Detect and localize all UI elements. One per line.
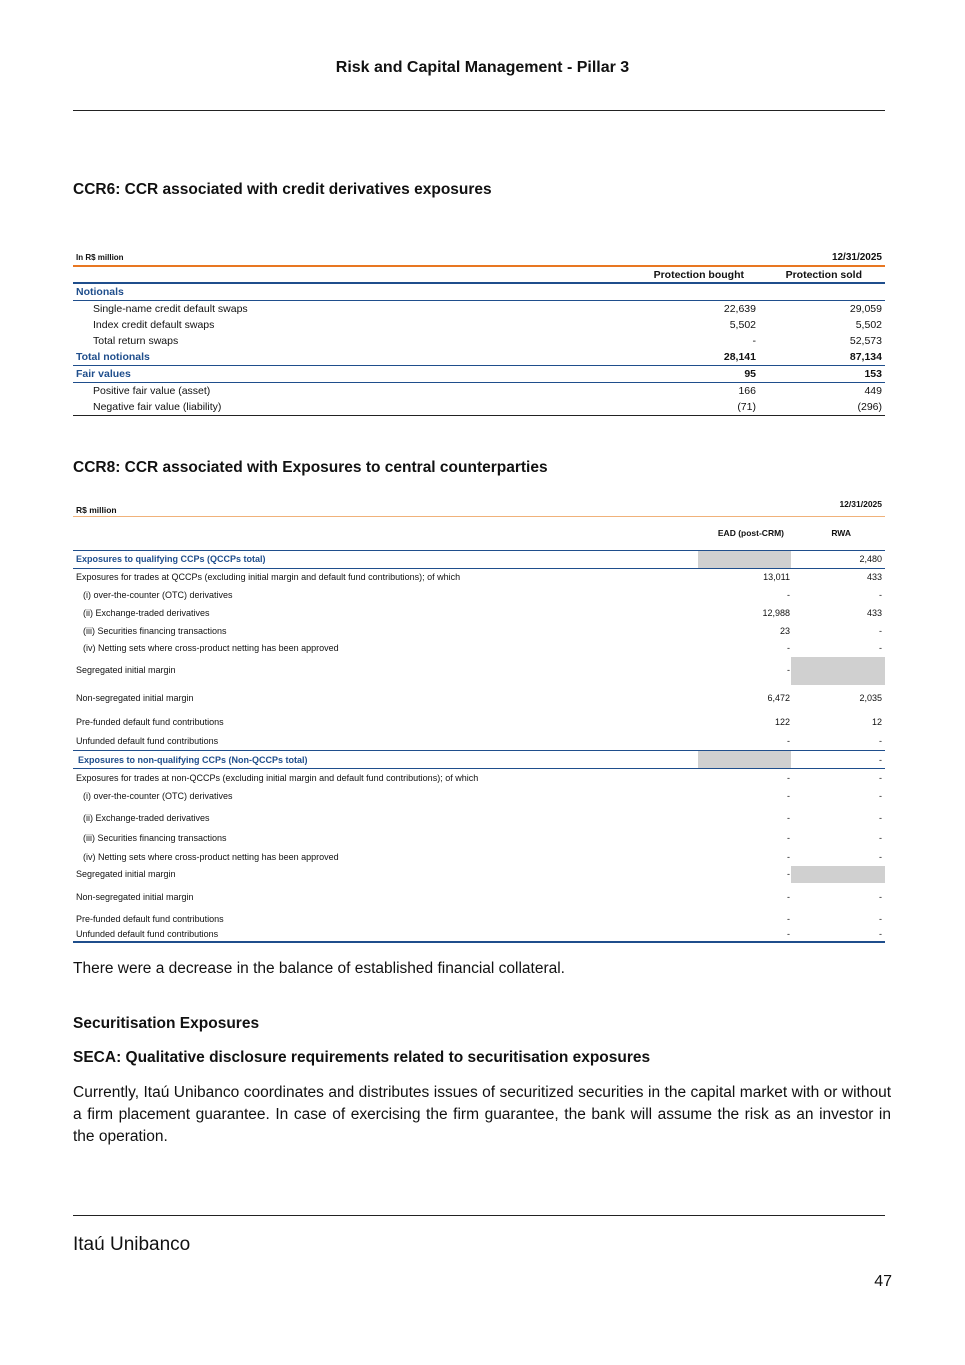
row-label: Exposures for trades at QCCPs (excluding initial margin and default fund contributions); of which [76,572,461,582]
row-label: Index credit default swaps [93,318,215,331]
cell-value: 433 [866,608,882,618]
cell-value: 23 [779,626,790,636]
cell-value: - [879,929,882,939]
row-label: Pre-funded default fund contributions [76,717,224,727]
bottom-rule [73,941,885,943]
table-row [73,349,885,365]
cell-value: - [879,852,882,862]
ccr6-table [73,250,885,416]
cell-value: 22,639 [723,302,756,315]
cell-value: (296) [857,401,882,413]
cell-value: - [787,914,790,924]
cell-value: - [787,833,790,843]
cell-value: - [787,869,790,879]
header-divider [73,110,885,111]
row-label: Segregated initial margin [76,665,176,675]
table-header-row [73,499,885,517]
cell-value: - [879,791,882,801]
shaded-cell [698,751,791,768]
collateral-note: There were a decrease in the balance of established financial collateral. [73,960,565,977]
row-label: Pre-funded default fund contributions [76,914,224,924]
page-header-title: Risk and Capital Management - Pillar 3 [335,59,630,76]
cell-value: 87,134 [849,350,882,363]
cell-value: - [787,736,790,746]
page-number: 47 [874,1273,892,1290]
seca-heading: SECA: Qualitative disclosure requirements related to securitisation exposures [73,1049,651,1066]
column-header-row [73,267,885,282]
row-label: (iii) Securities financing transactions [83,833,227,843]
cell-value: 12,988 [762,608,790,618]
date-label: 12/31/2025 [831,252,882,263]
table-header-row [73,250,885,265]
cell-value: - [879,590,882,600]
cell-value: - [787,773,790,783]
blue-rule [73,568,885,569]
row-label: (iv) Netting sets where cross-product netting has been approved [83,643,339,653]
row-label: (ii) Exchange-traded derivatives [83,813,210,823]
ccr6-title: CCR6: CCR associated with credit derivatives exposures [73,181,492,198]
cell-value: 5,502 [855,318,882,331]
row-label: (ii) Exchange-traded derivatives [83,608,210,618]
cell-value: 433 [866,572,882,582]
table-row [73,399,885,415]
cell-value: - [879,833,882,843]
cell-value: (71) [737,401,756,413]
cell-value: - [879,892,882,902]
table-row [73,333,885,349]
cell-value: - [879,626,882,636]
cell-value: - [879,755,882,765]
securitisation-heading: Securitisation Exposures [73,1015,260,1032]
table-row [73,317,885,333]
table-row [73,301,885,317]
row-label: Unfunded default fund contributions [76,929,219,939]
table-row [73,383,885,399]
ccr8-title: CCR8: CCR associated with Exposures to central counterparties [73,459,548,476]
footer-company: Itaú Unibanco [73,1234,191,1255]
cell-value: 6,472 [767,693,790,703]
bottom-rule [73,415,885,416]
footer-divider [73,1215,885,1216]
date-label: 12/31/2025 [839,499,882,509]
row-label: Positive fair value (asset) [93,385,211,397]
row-label: Non-segregated initial margin [76,892,194,902]
col-header-rwa: RWA [831,528,851,538]
cell-value: 449 [864,385,882,397]
cell-value: 2,035 [859,693,882,703]
shaded-cell [698,551,791,568]
cell-value: - [787,665,790,675]
cell-value: 28,141 [723,350,756,363]
cell-value: 153 [864,368,882,380]
cell-value: 13,011 [763,572,790,582]
row-label: Exposures to non-qualifying CCPs (Non-QCCPs total) [78,755,308,765]
row-label: Single-name credit default swaps [93,302,248,315]
row-label: Unfunded default fund contributions [76,736,219,746]
cell-value: - [879,773,882,783]
cell-value: 52,573 [849,334,882,347]
row-label: Fair values [76,368,131,380]
cell-value: 2,480 [859,554,882,564]
orange-rule [73,516,885,517]
row-label: Negative fair value (liability) [93,401,222,413]
col-header-protection-bought: Protection bought [653,269,744,281]
cell-value: - [879,813,882,823]
cell-value: - [787,590,790,600]
row-label: (iii) Securities financing transactions [83,626,227,636]
row-label: Total notionals [76,350,150,363]
cell-value: - [787,892,790,902]
seca-paragraph: Currently, Itaú Unibanco coordinates and distributes issues of securitized securities in the capital market with or without a firm placement guarantee. In case of exercising the firm guarantee, the bank will assume the risk as an investor in the operation. [73,1084,891,1145]
cell-value: 12 [871,717,882,727]
cell-value: - [879,736,882,746]
cell-value: - [787,929,790,939]
row-label: Non-segregated initial margin [76,693,194,703]
cell-value: - [879,643,882,653]
table-row [73,284,885,300]
cell-value: - [787,852,790,862]
cell-value: - [752,334,756,347]
col-header-ead: EAD (post-CRM) [717,528,784,538]
column-header-row [73,528,885,542]
blue-rule [73,768,885,769]
unit-label: In R$ million [76,253,124,262]
row-label: (i) over-the-counter (OTC) derivatives [83,590,233,600]
row-label: Total return swaps [93,334,179,347]
unit-label: R$ million [76,505,117,515]
row-label: Notionals [76,285,124,298]
cell-value: - [787,813,790,823]
cell-value: 122 [774,717,790,727]
cell-value: 5,502 [729,318,756,331]
cell-value: - [879,914,882,924]
row-label: (iv) Netting sets where cross-product netting has been approved [83,852,339,862]
col-header-protection-sold: Protection sold [785,269,862,281]
row-label: Segregated initial margin [76,869,176,879]
cell-value: 95 [744,368,756,380]
cell-value: - [787,643,790,653]
cell-value: 29,059 [849,302,882,315]
row-label: Exposures to qualifying CCPs (QCCPs total) [76,554,266,564]
row-label: (i) over-the-counter (OTC) derivatives [83,791,233,801]
row-label: Exposures for trades at non-QCCPs (excluding initial margin and default fund contributions); of which [76,773,479,783]
cell-value: - [787,791,790,801]
shaded-cell [791,866,885,883]
table-row [73,366,885,382]
cell-value: 166 [738,385,756,397]
shaded-cell [791,657,885,685]
